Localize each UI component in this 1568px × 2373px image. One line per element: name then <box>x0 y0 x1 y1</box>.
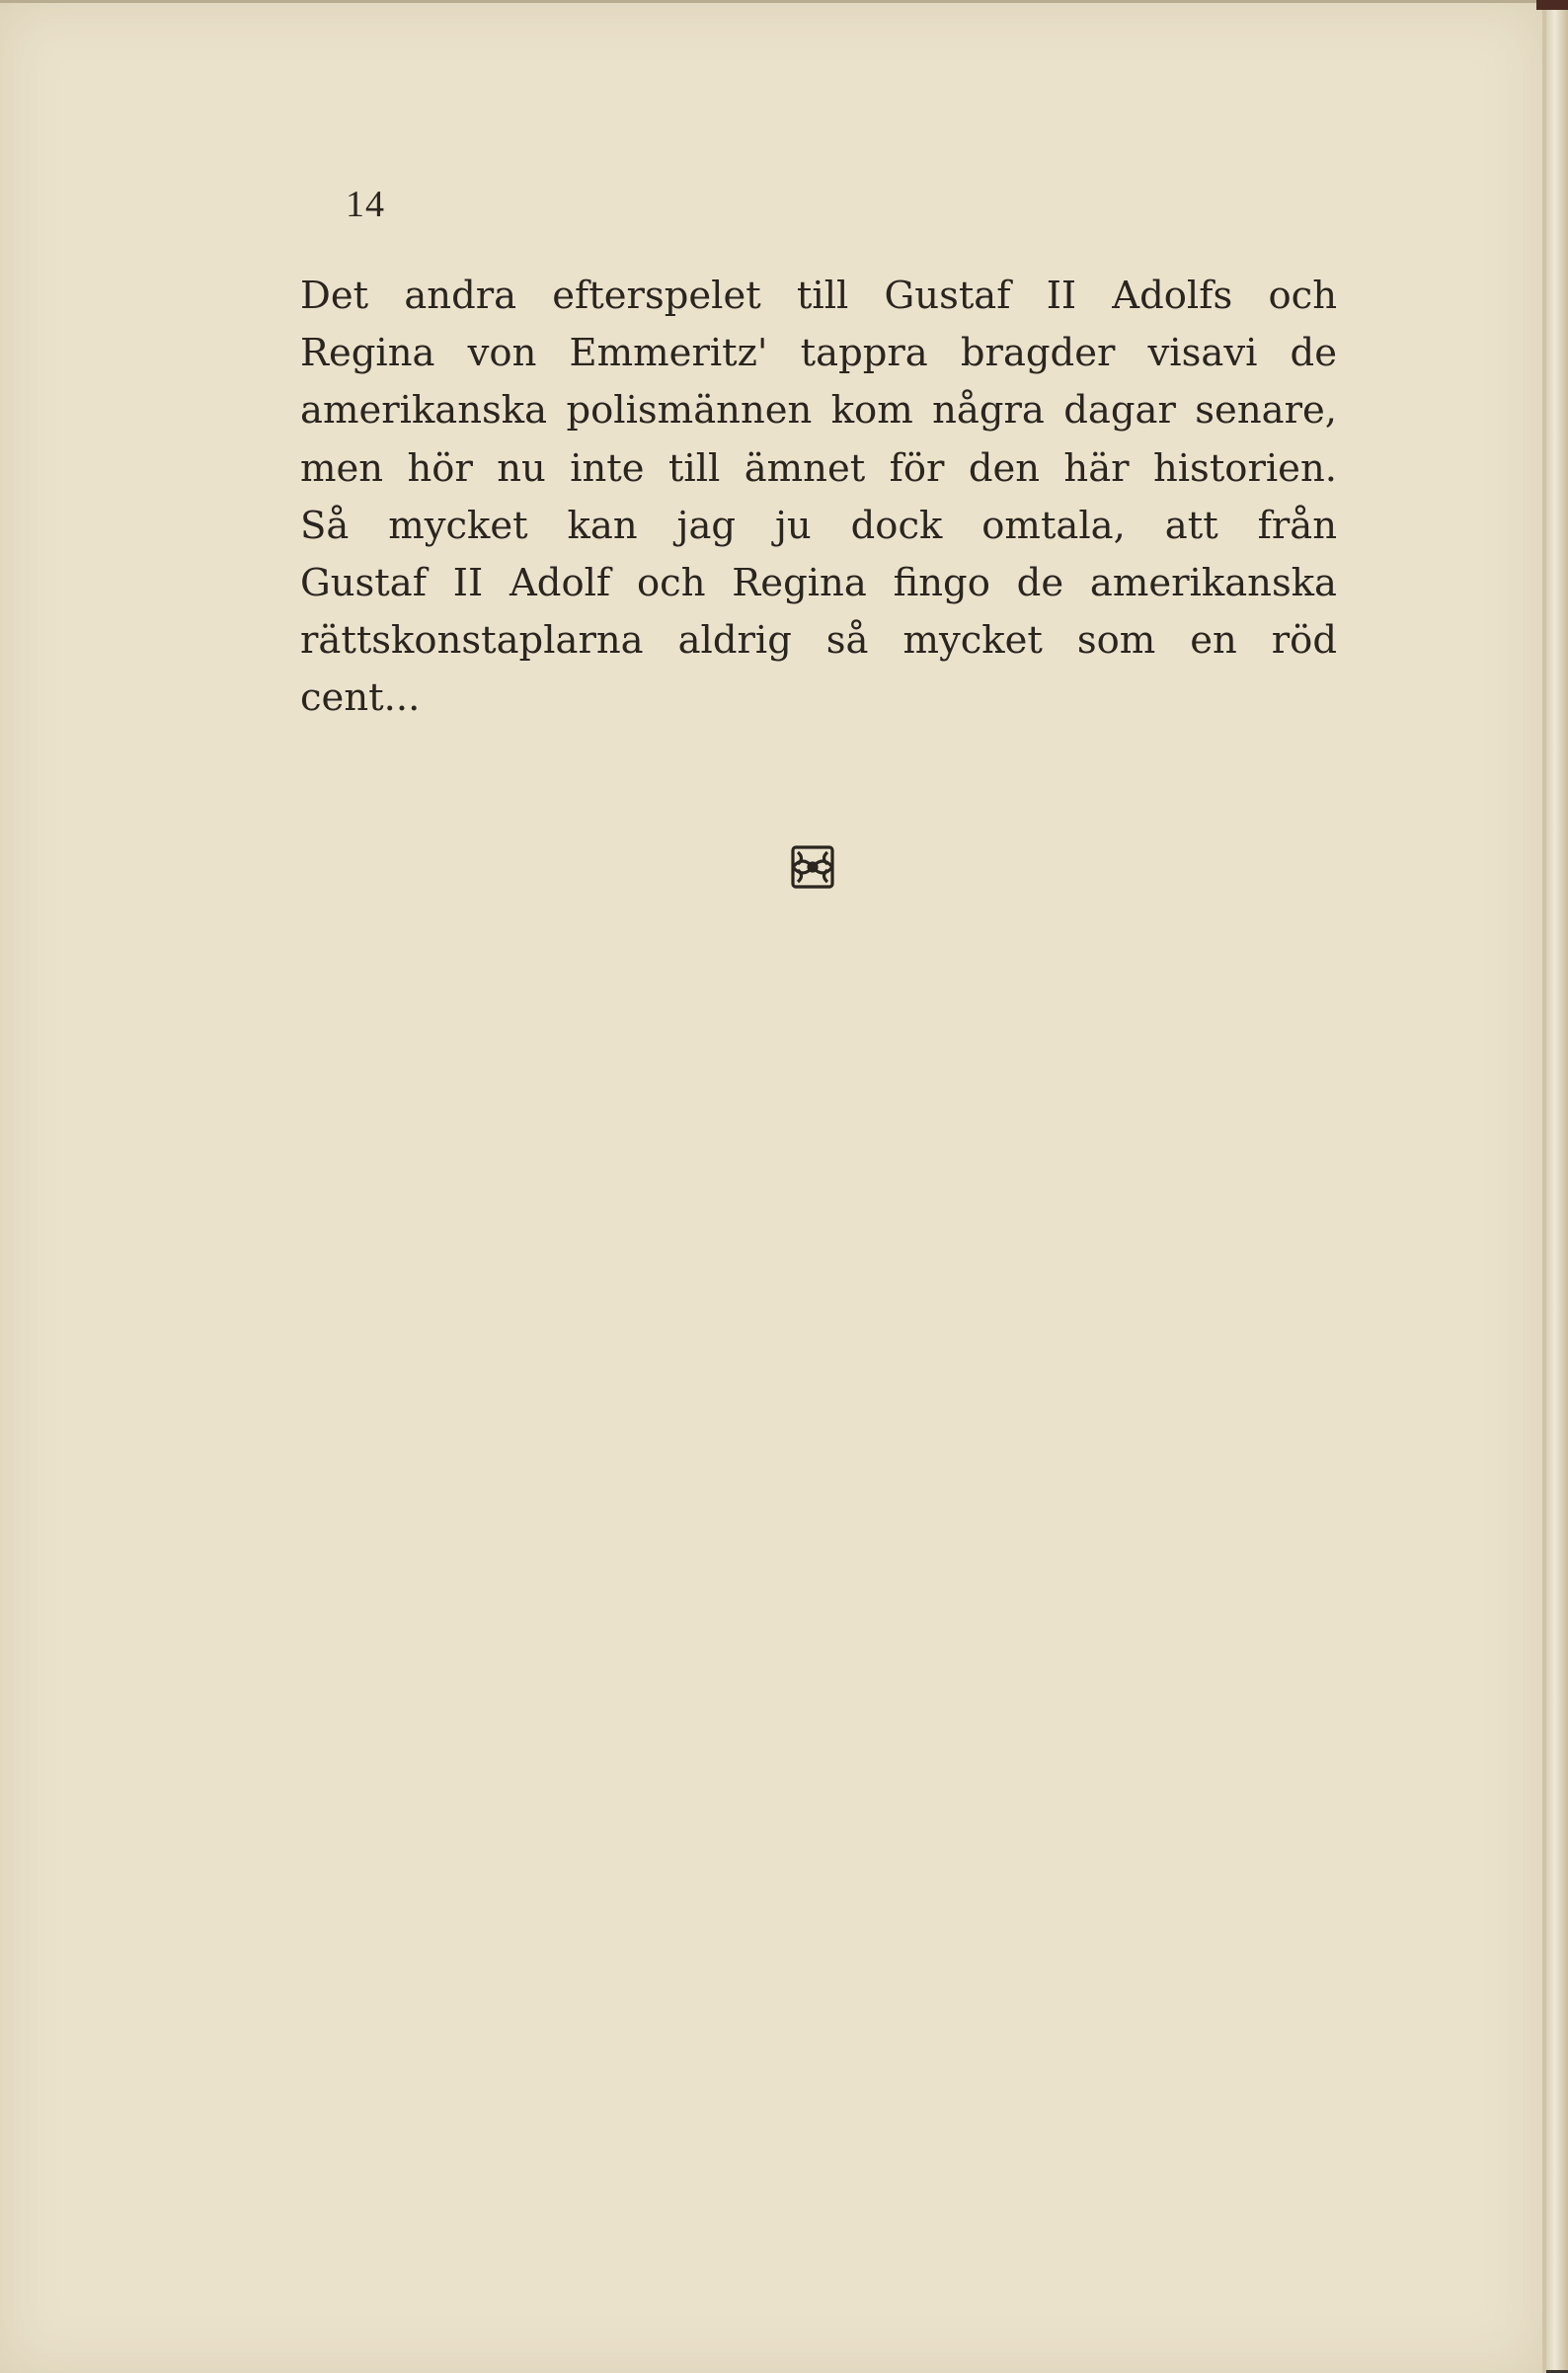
text-line: cent... <box>300 675 421 721</box>
fleuron-ornament-icon <box>790 844 835 890</box>
text-line: Det andra efterspelet till Gustaf II Adolfs och <box>300 274 1337 318</box>
page-number: 14 <box>346 184 385 225</box>
binding-corner <box>1536 0 1568 10</box>
text-line: rättskonstaplarna aldrig så mycket som en röd <box>300 618 1337 664</box>
text-line: Så mycket kan jag ju dock omtala, att från <box>300 503 1337 548</box>
text-line: amerikanska polismännen kom några dagar senare, <box>300 388 1337 434</box>
text-line: men hör nu inte till ämnet för den här historien. <box>300 445 1337 491</box>
text-line: Regina von Emmeritz' tappra bragder visavi de <box>300 331 1337 376</box>
body-paragraph <box>300 268 1337 728</box>
text-line: Gustaf II Adolf och Regina fingo de amerikanska <box>300 561 1337 606</box>
page-edge <box>1546 0 1568 2370</box>
